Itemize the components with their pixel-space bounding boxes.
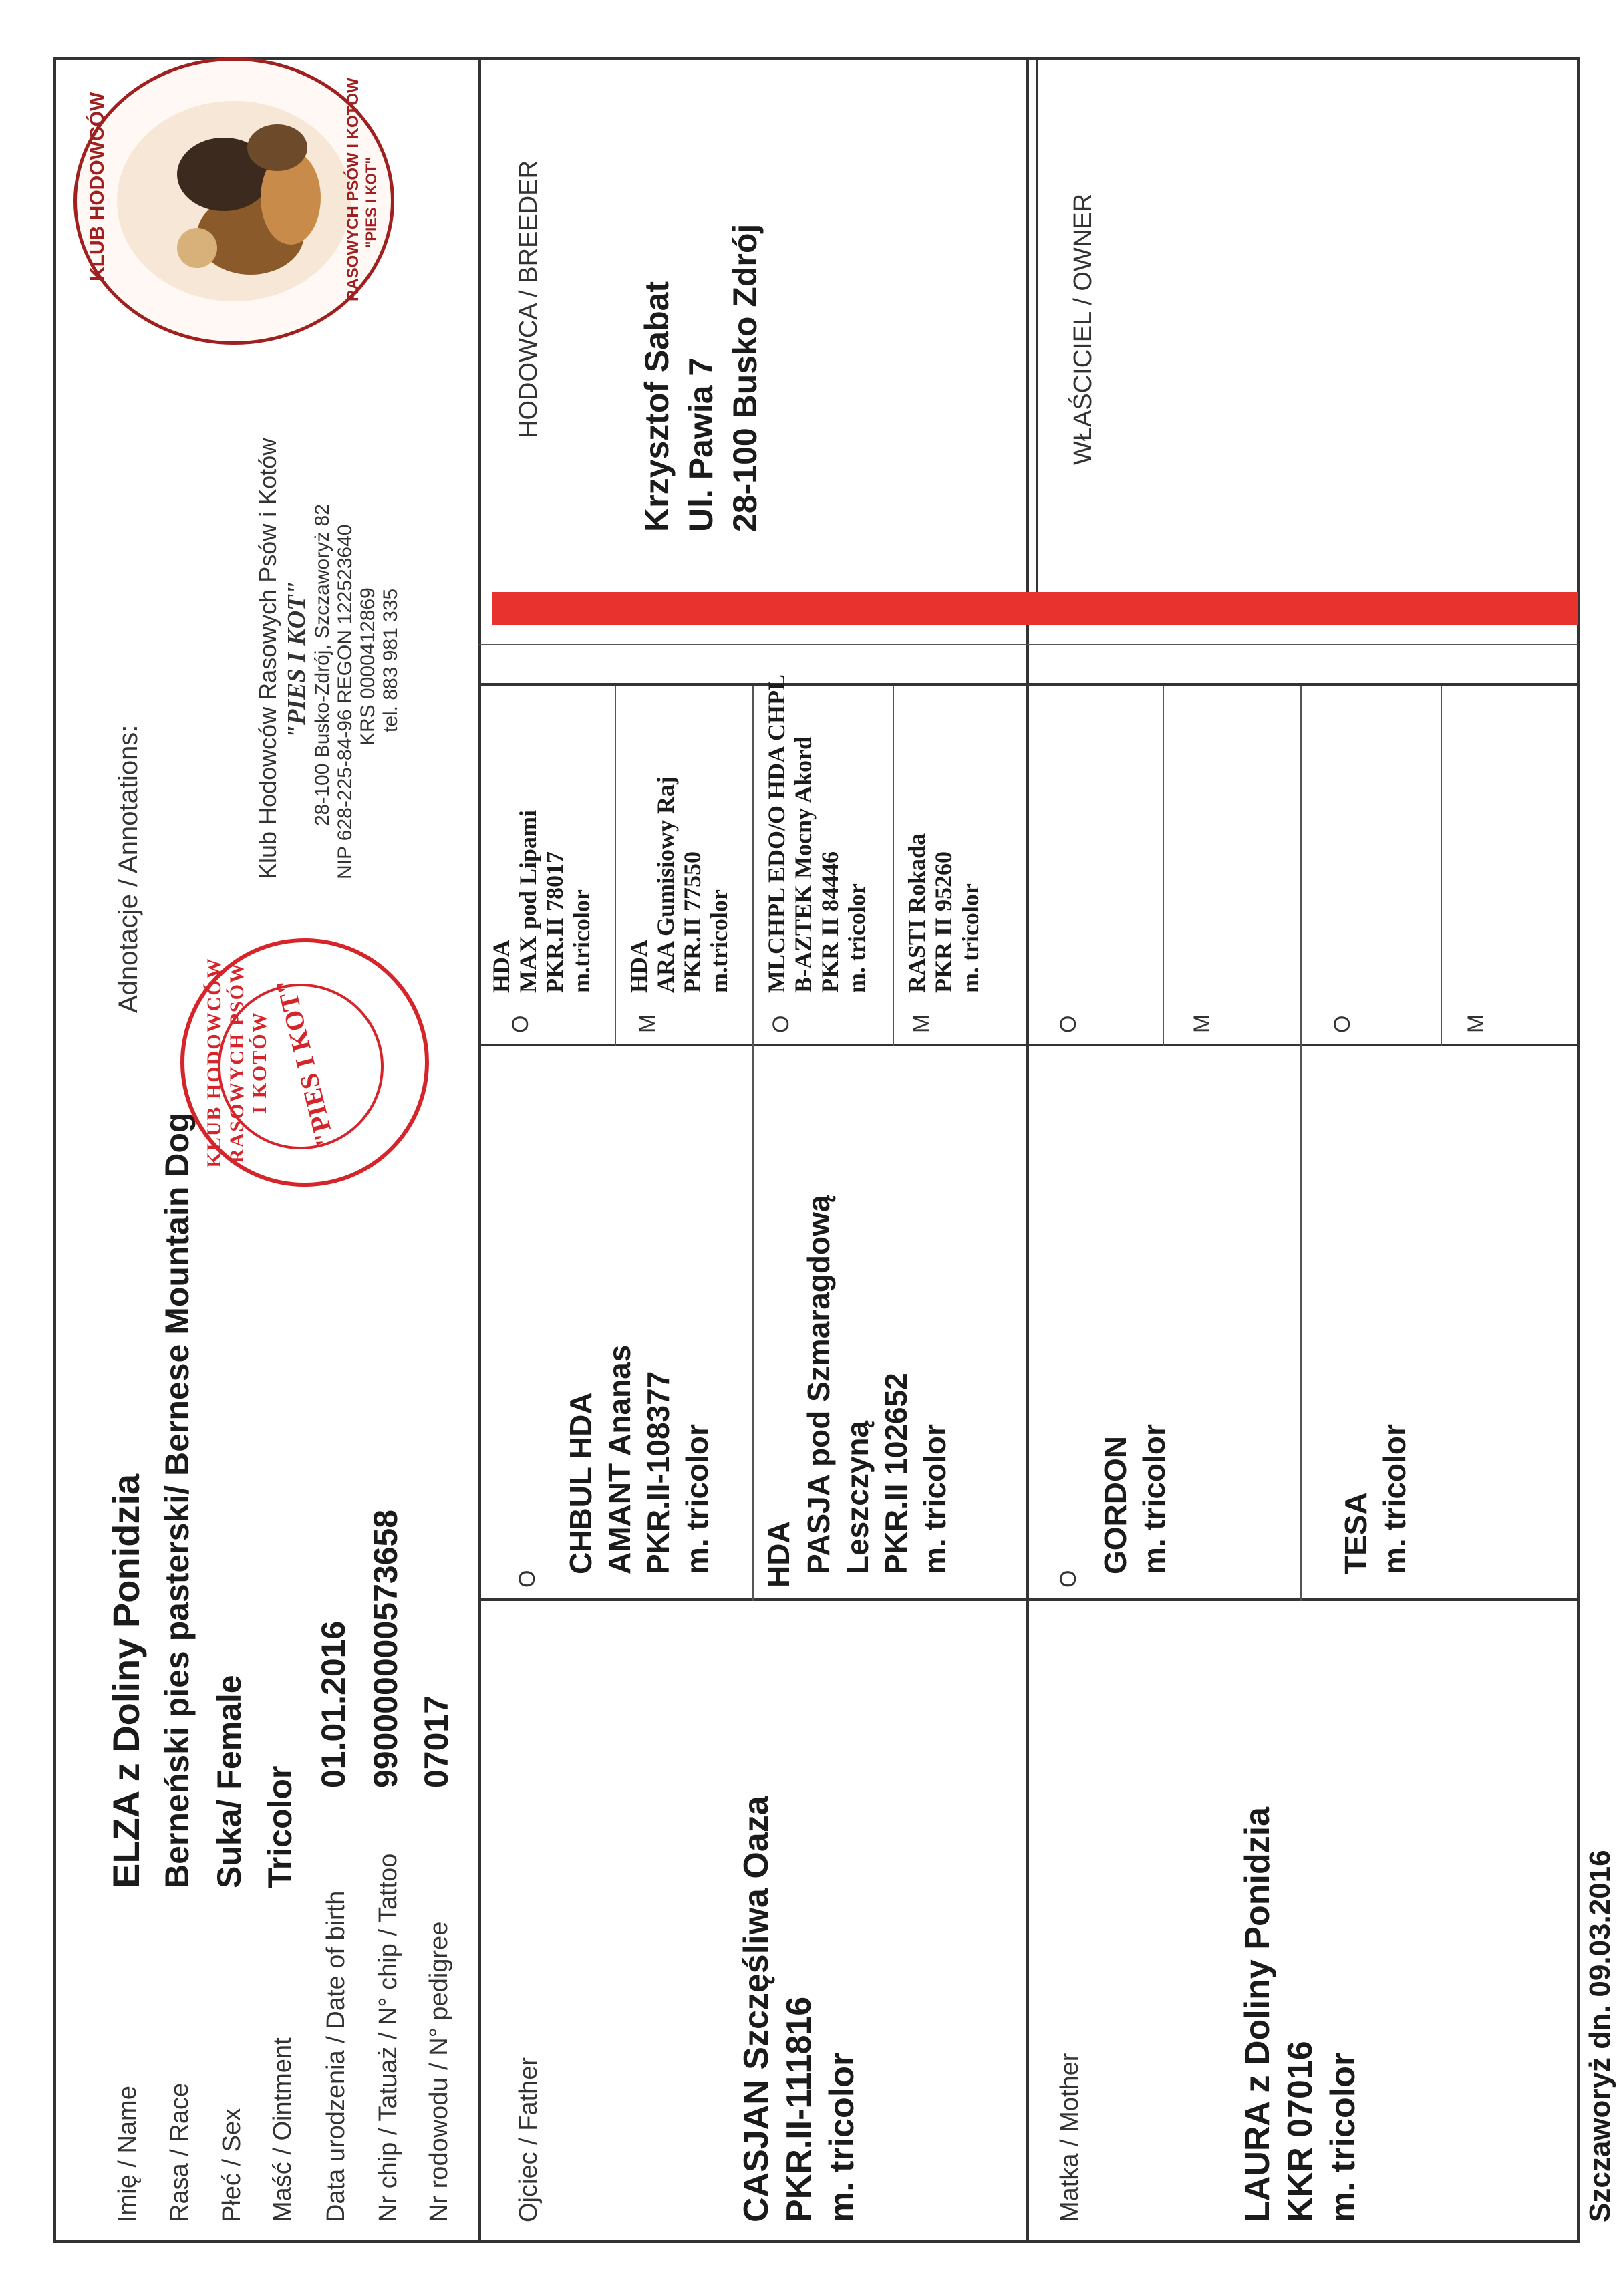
gp-mm-name: TESA bbox=[1338, 1492, 1373, 1574]
ggp-4-name: RASTI Rokada bbox=[903, 833, 930, 993]
chip-value: 990000000573658 bbox=[367, 1509, 404, 1788]
club-stamp bbox=[180, 938, 429, 1187]
club-krs: KRS 0000412869 bbox=[357, 587, 379, 746]
ggp-1-title: HDA bbox=[488, 940, 514, 993]
club-info bbox=[254, 372, 402, 879]
ggp-1-sex: O bbox=[508, 1015, 533, 1033]
ggp-sep-3 bbox=[893, 686, 894, 1046]
gp-ff-block bbox=[561, 1345, 716, 1574]
father-block bbox=[735, 1621, 863, 2222]
ggp-8-sex: M bbox=[1463, 1014, 1489, 1033]
ggp-1-name: MAX pod Lipami bbox=[514, 809, 541, 993]
color-label: Maść / Ointment bbox=[269, 2037, 297, 2222]
gp-mm-block bbox=[1336, 1424, 1414, 1574]
gp-fm-name2: Leszczyną bbox=[840, 1420, 875, 1574]
ggp-2-name: ARA Gumisiowy Raj bbox=[652, 776, 679, 993]
chip-label: Nr chip / Tatuaż / N° chip / Tattoo bbox=[374, 1853, 402, 2222]
father-label: Ojciec / Father bbox=[514, 2057, 543, 2222]
gp-mf-name: GORDON bbox=[1098, 1436, 1133, 1574]
logo-bottom-text: RASOWYCH PSÓW I KOTÓW bbox=[344, 78, 362, 301]
sex-value: Suka/ Female bbox=[210, 1675, 248, 1888]
ggp-6-sex: M bbox=[1189, 1014, 1215, 1033]
gp-fm-block bbox=[799, 1195, 954, 1574]
ggp-3-color: m. tricolor bbox=[843, 883, 870, 993]
gp-mf-sex: O bbox=[1056, 1570, 1081, 1588]
gp-fm-hda: HDA bbox=[761, 1521, 796, 1588]
club-logo bbox=[74, 57, 394, 345]
club-short-name: "PIES I KOT" bbox=[283, 581, 311, 739]
gp-mf-block bbox=[1096, 1424, 1173, 1574]
ggp-1-color: m.tricolor bbox=[568, 889, 595, 993]
gp-fm-color: m. tricolor bbox=[917, 1424, 952, 1574]
ggp-3-sex: O bbox=[768, 1015, 794, 1033]
gp-ff-sex: O bbox=[514, 1570, 540, 1588]
dob-value: 01.01.2016 bbox=[315, 1620, 352, 1788]
ggp-sep-6 bbox=[1300, 686, 1302, 1046]
breeder-label: HODOWCA / BREEDER bbox=[514, 160, 543, 438]
ggp-3-title: MLCHPL EDO/O HDA CHPL bbox=[763, 674, 790, 993]
ggp-3-block bbox=[763, 674, 870, 1033]
gp-sep-mother bbox=[1300, 1046, 1302, 1601]
ggp-sep-7 bbox=[1441, 686, 1442, 1046]
gp-ff-reg: PKR.II-108377 bbox=[641, 1371, 676, 1574]
father-color: m. tricolor bbox=[823, 2052, 861, 2222]
ggp-3-name: B-AZTEK Mocny Akord bbox=[790, 736, 817, 993]
club-tel: tel. 883 981 335 bbox=[380, 588, 402, 732]
gp-mm-color: m. tricolor bbox=[1377, 1424, 1412, 1574]
gp-ff-color: m. tricolor bbox=[680, 1424, 714, 1574]
ggp-2-block bbox=[625, 776, 732, 1033]
ggp-4-block bbox=[903, 833, 984, 1033]
ggp-4-color: m. tricolor bbox=[957, 883, 984, 993]
gp-ff-title: CHBUL HDA bbox=[563, 1392, 598, 1574]
breed-value: Berneński pies pasterski/ Bernese Mountain Dog bbox=[158, 1112, 196, 1888]
dog-name: ELZA z Doliny Ponidzia bbox=[105, 1473, 147, 1888]
red-strip-border bbox=[478, 644, 1578, 645]
gp-fm-reg: PKR.II 102652 bbox=[879, 1373, 913, 1574]
logo-top-text: KLUB HODOWCÓW bbox=[86, 92, 108, 281]
mother-label: Matka / Mother bbox=[1056, 2053, 1084, 2222]
annotations-label: Adnotacje / Annotations: bbox=[114, 724, 143, 1013]
club-nip: NIP 628-225-84-96 REGON 122523640 bbox=[334, 524, 356, 879]
ggp-2-title: HDA bbox=[625, 940, 652, 993]
frame-right bbox=[53, 57, 1580, 60]
ggp-5-sex: O bbox=[1056, 1015, 1081, 1033]
breeder-block bbox=[635, 224, 767, 532]
ggp-sep-5 bbox=[1163, 686, 1164, 1046]
ggp-2-color: m.tricolor bbox=[706, 889, 732, 993]
father-mother-sep bbox=[1026, 57, 1029, 2243]
mother-reg: KKR 07016 bbox=[1281, 2041, 1320, 2222]
father-reg: PKR.II-111816 bbox=[780, 1996, 819, 2222]
sex-label: Płeć / Sex bbox=[218, 2108, 246, 2222]
frame-mid bbox=[478, 57, 481, 2243]
ggp-4-reg: PKR II 95260 bbox=[930, 851, 957, 993]
mother-block bbox=[1236, 1621, 1364, 2222]
red-strip bbox=[492, 592, 1578, 625]
owner-label: WŁAŚCICIEL / OWNER bbox=[1069, 193, 1097, 465]
club-name: Klub Hodowców Rasowych Psów i Kotów bbox=[254, 438, 281, 879]
pedigree-number-value: 07017 bbox=[418, 1695, 455, 1788]
gp-sep-father bbox=[752, 1046, 754, 1601]
pedigree-number-label: Nr rodowodu / N° pedigree bbox=[425, 1921, 453, 2222]
stamp-center-text: "PIES I KOT" bbox=[269, 975, 341, 1150]
ggp-4-sex: M bbox=[909, 1014, 934, 1033]
ggp-7-sex: O bbox=[1330, 1015, 1355, 1033]
frame-left bbox=[53, 2240, 1580, 2243]
frame-top bbox=[53, 57, 56, 2243]
breeder-name: Krzysztof Sabat bbox=[638, 281, 676, 532]
breed-label: Rasa / Race bbox=[166, 2082, 194, 2222]
ggp-1-block bbox=[488, 810, 595, 1033]
gp-fm-name: PASJA pod Szmaragdową bbox=[801, 1195, 836, 1574]
ggp-3-reg: PKR II 84446 bbox=[817, 851, 843, 993]
stamp-ring-text: KLUB HODOWCÓW RASOWYCH PSÓW I KOTÓW bbox=[203, 957, 271, 1168]
frame-bottom bbox=[1577, 57, 1580, 2243]
breeder-city: 28-100 Busko Zdrój bbox=[726, 223, 764, 532]
dob-label: Data urodzenia / Date of birth bbox=[322, 1890, 350, 2222]
color-value: Tricolor bbox=[261, 1765, 299, 1888]
mother-color: m. tricolor bbox=[1324, 2052, 1362, 2222]
ggp-sep-2 bbox=[752, 686, 754, 1046]
footer-place-date: Szczaworyż dn. 09.03.2016 bbox=[1584, 1850, 1616, 2222]
breeder-owner-sep bbox=[1036, 57, 1038, 592]
gp-ff-name: AMANT Ananas bbox=[602, 1344, 637, 1574]
mother-name: LAURA z Doliny Ponidzia bbox=[1238, 1806, 1277, 2222]
breeder-street: Ul. Pawia 7 bbox=[682, 357, 720, 532]
ggp-1-reg: PKR.II 78017 bbox=[541, 851, 568, 993]
ggp-2-sex: M bbox=[635, 1014, 660, 1033]
logo-inner-text: "PIES I KOT" bbox=[363, 157, 380, 248]
ggp-2-reg: PKR.II 77550 bbox=[679, 851, 706, 993]
club-address: 28-100 Busko-Zdrój, Szczaworyż 82 bbox=[311, 504, 333, 826]
gp-mf-color: m. tricolor bbox=[1137, 1424, 1171, 1574]
ggp-sep-1 bbox=[615, 686, 616, 1046]
name-label: Imię / Name bbox=[114, 2086, 142, 2222]
father-name: CASJAN Szczęśliwa Oaza bbox=[737, 1796, 776, 2222]
